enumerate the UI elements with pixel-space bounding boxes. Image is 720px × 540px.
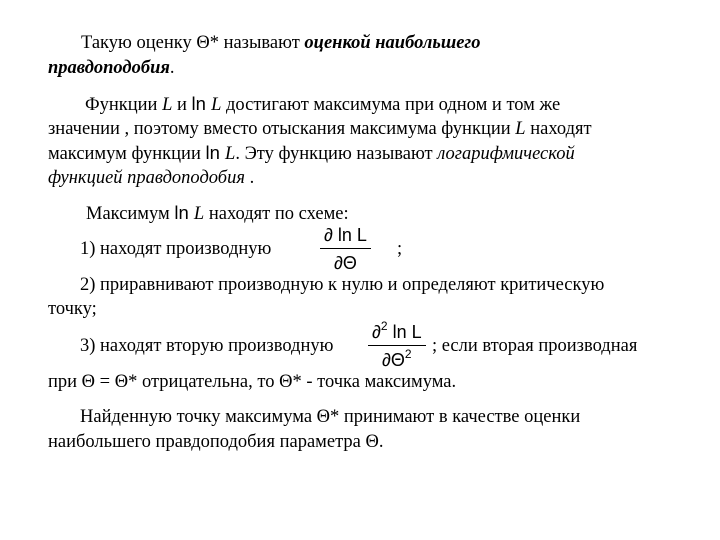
para2-line1 [85, 93, 560, 116]
para2-l4-term: функцией правдоподобия [48, 168, 245, 188]
step3-line2: при Θ = Θ* отрицательна, то Θ* - точка максимума. [48, 372, 457, 392]
step3-den-power: 2 [404, 347, 412, 361]
para3-b: находят по схеме: [204, 204, 349, 224]
para2-l1-a: Функции [85, 95, 163, 115]
step1-frac-denominator: ∂Θ [334, 253, 357, 273]
para2-l3-term: логарифмической [437, 144, 575, 164]
step3-frac-denominator [378, 349, 416, 371]
para1-end: . [169, 58, 175, 78]
para3-ln: ln [174, 202, 194, 223]
step3-text: 3) находят вторую производную [80, 336, 334, 356]
para2-l1-b: достигают максимума при одном и том же [221, 95, 561, 115]
step1-derivative-fraction [320, 224, 371, 274]
step1-text: 1) находят производную [80, 239, 272, 259]
para2-l3-ln: ln [205, 142, 226, 163]
step3-den-partial: ∂Θ [382, 350, 405, 370]
para4-line1: Найденную точку максимума Θ* принимают в качестве оценки [80, 407, 581, 427]
para2-l1-L2: L [211, 95, 222, 115]
step3-frac-numerator [368, 321, 426, 343]
para1-term2: правдоподобия [48, 58, 170, 78]
para3-line [86, 202, 349, 225]
step3-num-partial: ∂ [372, 322, 381, 342]
para1-intro: Такую оценку Θ* называют [81, 33, 305, 53]
para2-l2-b: находят [525, 119, 592, 139]
para1-line2 [48, 57, 175, 79]
step3-num-rest: ln L [387, 322, 422, 342]
step2-line1: 2) приравнивают производную к нулю и определяют критическую [80, 275, 605, 295]
para2-line3 [48, 142, 575, 165]
para2-l4-end: . [244, 168, 255, 188]
step3-frac-bar [368, 345, 426, 346]
para1-term1: оценкой наибольшего [304, 33, 481, 53]
para2-l3-b: . Эту функцию называют [235, 144, 438, 164]
step3-after: ; если вторая производная [432, 336, 638, 356]
step1-frac-bar [320, 248, 371, 249]
para2-l3-a: максимум функции [48, 144, 206, 164]
para2-line2 [48, 118, 592, 140]
para2-l3-L: L [225, 144, 236, 164]
para2-l2-a: значении , поэтому вместо отыскания максимума функции [48, 119, 516, 139]
para2-l1-L: L [162, 95, 173, 115]
step2-line2: точку; [48, 299, 97, 319]
para2-l1-ln: ln [191, 93, 212, 114]
para2-l1-and: и [172, 95, 192, 115]
step3-second-derivative-fraction [368, 321, 426, 371]
para3-a: Максимум [86, 204, 175, 224]
para2-l2-L: L [515, 119, 526, 139]
para1-line1 [81, 32, 481, 54]
step1-frac-numerator: ∂ ln L [324, 225, 367, 245]
step3-num-power: 2 [380, 319, 388, 333]
step1-end: ; [397, 239, 403, 259]
para4-line2: наибольшего правдоподобия параметра Θ. [48, 432, 384, 452]
para2-line4 [48, 167, 254, 189]
para3-L: L [193, 204, 205, 224]
